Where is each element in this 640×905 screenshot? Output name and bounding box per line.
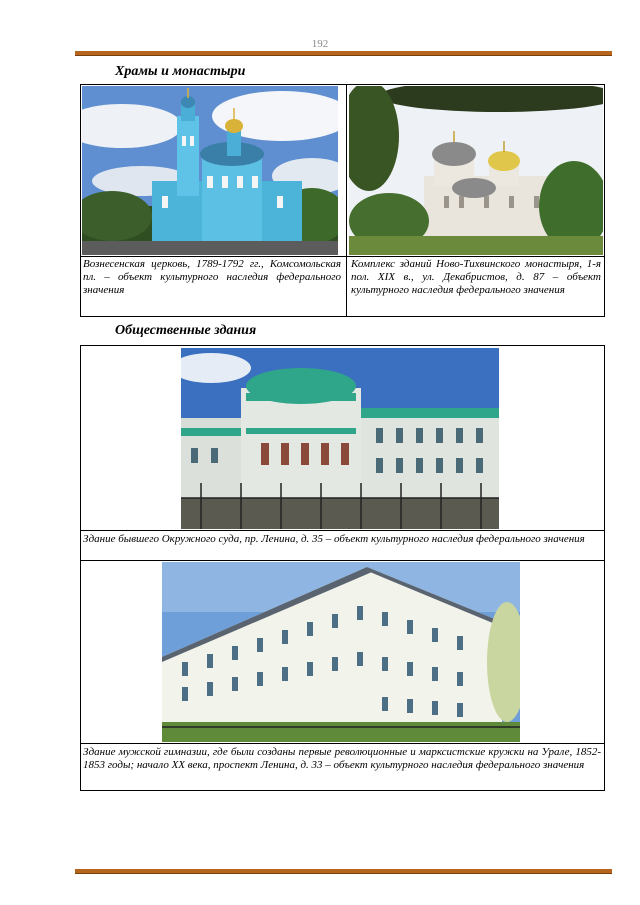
page-number: 192 <box>311 38 329 50</box>
photo-district-court <box>181 348 499 529</box>
footer-rule <box>75 869 612 874</box>
section-heading-public-buildings: Общественные здания <box>115 323 257 338</box>
photo-mens-gymnasium <box>162 562 520 742</box>
caption-voznesenskaya-church: Вознесенская церковь, 1789-1792 гг., Комсомольская пл. – объект культурного наследия федерального значения <box>83 258 341 296</box>
photo-voznesenskaya-church <box>82 86 338 255</box>
section-heading-temples: Храмы и монастыри <box>115 64 246 79</box>
caption-novo-tikhvinsky-monastery: Комплекс зданий Ново-Тихвинского монастыря, 1-я пол. XIX в., ул. Декабристов, д. 87 – объект культурного наследия федерального значения <box>351 258 601 296</box>
caption-mens-gymnasium: Здание мужской гимназии, где были созданы первые революционные и марксистские кружки на Урале, 1852-1853 годы; начало XX века, проспект Ленина, д. 33 – объект культурного наследия федерального значения <box>83 746 601 771</box>
table-divider <box>80 743 605 744</box>
table-divider <box>346 84 347 317</box>
caption-district-court: Здание бывшего Окружного суда, пр. Ленина, д. 35 – объект культурного наследия федерального значения <box>83 533 585 545</box>
table-divider <box>80 256 605 257</box>
table-divider <box>80 530 605 531</box>
table-divider <box>80 560 605 561</box>
header-rule <box>75 51 612 56</box>
photo-novo-tikhvinsky-monastery <box>349 86 603 255</box>
